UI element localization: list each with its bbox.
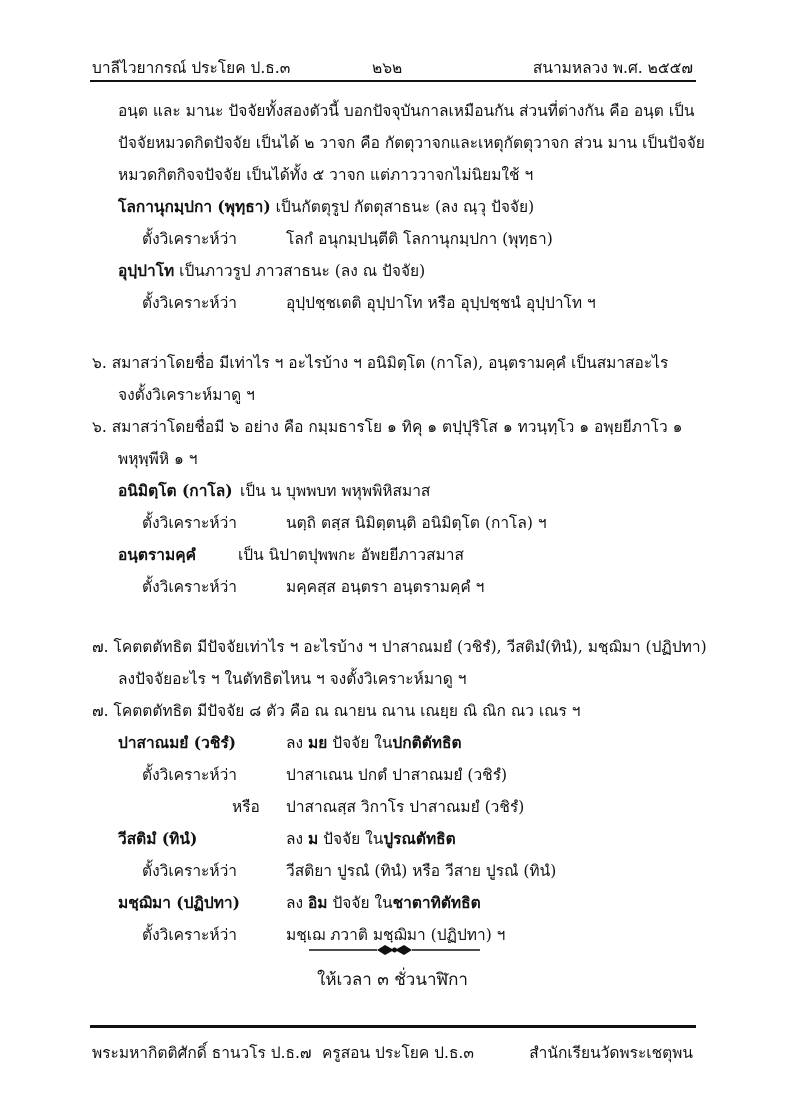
word-term: วีสติมํ (ทินํ) — [118, 829, 198, 848]
answer-6-cont: พหุพฺพีหิ ๑ ฯ — [118, 450, 198, 468]
word-term: อุปฺปาโท — [118, 261, 175, 280]
analysis-label: ตั้งวิเคราะห์ว่า — [142, 514, 237, 532]
answer-7: ๗. โคตตตัทธิต มีปัจจัย ๘ ตัว คือ ณ ณายน ณาน เณยฺย ณิ ณิก ณว เณร ฯ — [92, 702, 581, 720]
desc-text: ปัจจัย ใน — [327, 734, 393, 752]
text-line: อนฺต และ มานะ ปัจจัยทั้งสองตัวนี้ บอกปัจจุบันกาลเหมือนกัน ส่วนที่ต่างกัน คือ อนฺต เป็น — [118, 102, 695, 120]
word-desc — [286, 730, 462, 755]
taddhita-group: ชาตาทิตัทธิต — [392, 893, 481, 912]
suffix: มย — [308, 733, 328, 752]
or-label: หรือ — [232, 798, 260, 816]
question-6: ๖. สมาสว่าโดยชื่อ มีเท่าไร ฯ อะไรบ้าง ฯ อนิมิตฺโต (กาโล), อนฺตรามคฺคํ เป็นสมาสอะไร — [92, 354, 669, 372]
word-desc — [286, 890, 481, 915]
analysis-text: โลกํ อนุกมฺปนฺตีติ โลกานุกมฺปกา (พุทฺธา) — [286, 230, 553, 248]
word-term: อนฺตรามคฺคํ — [118, 545, 196, 564]
desc-text: ลง — [286, 734, 308, 752]
text-line: ปัจจัยหมวดกิตปัจจัย เป็นได้ ๒ วาจก คือ กัตตุวาจกและเหตุกัตตุวาจก ส่วน มาน เป็นปัจจัย — [118, 134, 705, 152]
word-term: อนิมิตฺโต (กาโล) — [118, 481, 233, 500]
desc-text: ลง — [286, 894, 308, 912]
text-line: หมวดกิตกิจจปัจจัย เป็นได้ทั้ง ๕ วาจก แต่ภาววาจกไม่นิยมใช้ ฯ — [118, 166, 534, 184]
word-desc: เป็น นิปาตปุพพกะ อัพยยีภาวสมาส — [238, 546, 464, 564]
question-7: ๗. โคตตตัทธิต มีปัจจัยเท่าไร ฯ อะไรบ้าง ฯ ปาสาณมยํ (วชิรํ), วีสติมํ(ทินํ), มชฺฌิมา (ปฏิปทา) — [92, 638, 707, 656]
word-term: ปาสาณมยํ (วชิรํ) — [118, 733, 236, 752]
analysis-label: ตั้งวิเคราะห์ว่า — [142, 862, 237, 880]
page-number: ๒๖๒ — [372, 59, 403, 77]
analysis-text: มชฺเฌ ภวาติ มชฺฌิมา (ปฏิปทา) ฯ — [286, 926, 506, 944]
header-rule — [90, 80, 696, 82]
time-note: ให้เวลา ๓ ชั่วนาฬิกา — [317, 970, 468, 990]
analysis-text: อุปฺปชฺชเตติ อุปฺปาโท หรือ อุปฺปชฺชนํ อุปฺปาโท ฯ — [286, 294, 596, 312]
question-6-cont: จงตั้งวิเคราะห์มาดู ฯ — [118, 386, 255, 404]
analysis-label: ตั้งวิเคราะห์ว่า — [142, 926, 237, 944]
suffix: ม — [308, 829, 319, 848]
word-desc — [286, 826, 456, 851]
word-desc: เป็นกัตตุรูป กัตตุสาธนะ (ลง ณฺวุ ปัจจัย) — [270, 198, 535, 216]
analysis-label: ตั้งวิเคราะห์ว่า — [142, 766, 237, 784]
analysis-label: ตั้งวิเคราะห์ว่า — [142, 230, 237, 248]
header-left: บาลีไวยากรณ์ ประโยค ป.ธ.๓ — [92, 59, 291, 77]
header-right: สนามหลวง พ.ศ. ๒๕๕๗ — [532, 59, 693, 77]
footer-left: พระมหากิตติศักดิ์ ธานวโร ป.ธ.๗ — [92, 1044, 312, 1062]
analysis-text: นตฺถิ ตสฺส นิมิตฺตนฺติ อนิมิตฺโต (กาโล) ฯ — [286, 514, 547, 532]
desc-text: ปัจจัย ใน — [318, 830, 384, 848]
taddhita-group: ปกติตัทธิต — [392, 733, 462, 752]
desc-text: ปัจจัย ใน — [327, 894, 393, 912]
question-7-cont: ลงปัจจัยอะไร ฯ ในตัทธิตไหน ฯ จงตั้งวิเคราะห์มาดู ฯ — [118, 670, 467, 688]
word-term: มชฺฌิมา (ปฏิปทา) — [118, 893, 240, 912]
analysis-text: วีสติยา ปูรณํ (ทินํ) หรือ วีสาย ปูรณํ (ทินํ) — [286, 862, 557, 880]
ornament-divider — [307, 943, 482, 957]
word-desc: เป็นภาวรูป ภาวสาธนะ (ลง ณ ปัจจัย) — [174, 262, 426, 280]
analysis-text: ปาสาเณน ปกตํ ปาสาณมยํ (วชิรํ) — [286, 766, 508, 784]
word-entry — [118, 258, 425, 283]
word-entry — [118, 194, 534, 219]
analysis-label: ตั้งวิเคราะห์ว่า — [142, 578, 237, 596]
analysis-text: ปาสาณสฺส วิกาโร ปาสาณมยํ (วชิรํ) — [286, 798, 525, 816]
answer-6: ๖. สมาสว่าโดยชื่อมี ๖ อย่าง คือ กมฺมธารโย ๑ ทิคุ ๑ ตปฺปุริโส ๑ ทวนฺทฺโว ๑ อพฺยยีภาโว ๑ — [92, 418, 683, 436]
analysis-text: มคฺคสฺส อนฺตรา อนฺตรามคฺคํ ฯ — [286, 578, 485, 596]
word-desc: เป็น น บุพพบท พหุพพิหิสมาส — [240, 482, 431, 500]
footer-rule — [90, 1025, 696, 1028]
taddhita-group: ปูรณตัทธิต — [383, 829, 456, 848]
footer-right: สำนักเรียนวัดพระเชตุพน — [529, 1044, 693, 1062]
word-term: โลกานุกมฺปกา (พุทฺธา) — [118, 197, 271, 216]
analysis-label: ตั้งวิเคราะห์ว่า — [142, 294, 237, 312]
footer-center: ครูสอน ประโยค ป.ธ.๓ — [322, 1044, 474, 1062]
desc-text: ลง — [286, 830, 308, 848]
suffix: อิม — [308, 893, 328, 912]
